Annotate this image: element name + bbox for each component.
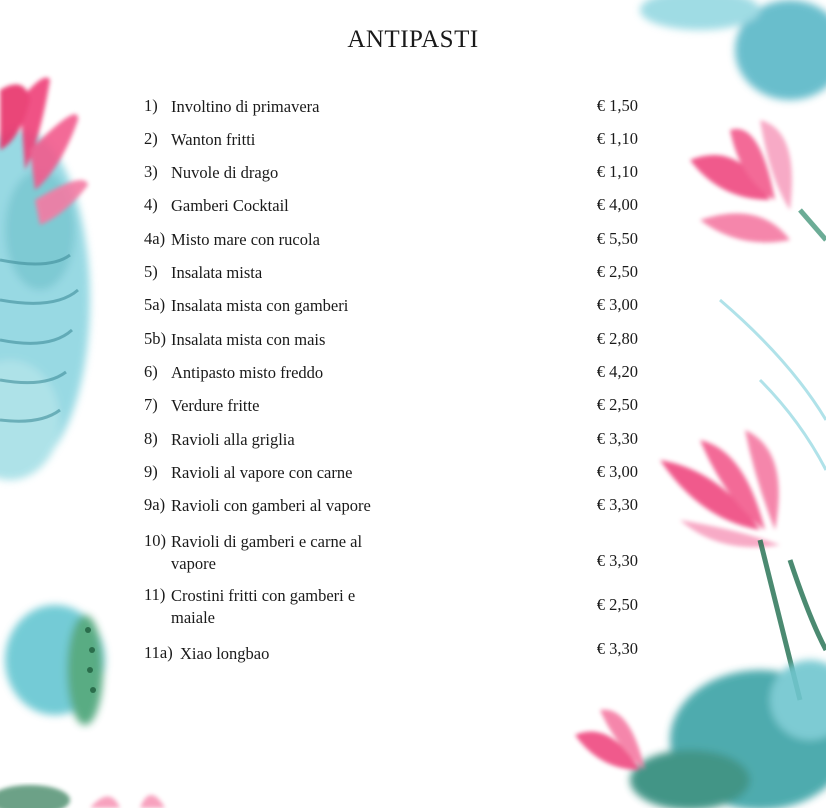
item-number: 3) bbox=[144, 162, 158, 181]
item-price: € 1,10 bbox=[596, 162, 638, 181]
item-number: 4) bbox=[144, 195, 158, 214]
item-price: € 4,20 bbox=[596, 362, 638, 381]
item-name: Verdure fritte bbox=[171, 396, 260, 415]
item-number: 7) bbox=[144, 395, 158, 414]
item-name: Insalata mista con mais bbox=[171, 330, 326, 349]
item-price: € 3,30 bbox=[596, 495, 638, 514]
item-number: 10) bbox=[144, 531, 166, 550]
item-price: € 2,50 bbox=[596, 262, 638, 281]
list-item bbox=[144, 229, 644, 257]
item-name: Ravioli di gamberi e carne al vapore bbox=[171, 532, 363, 573]
item-number: 5a) bbox=[144, 295, 166, 314]
item-number: 4a) bbox=[144, 229, 166, 248]
item-number: 5b) bbox=[144, 329, 166, 348]
item-price: € 3,00 bbox=[596, 295, 638, 314]
item-price: € 3,00 bbox=[596, 462, 638, 481]
item-number: 11a) bbox=[144, 643, 173, 662]
item-name: Xiao longbao bbox=[180, 644, 270, 663]
item-price: € 1,50 bbox=[596, 96, 638, 115]
list-item bbox=[144, 429, 644, 457]
item-price: € 2,50 bbox=[596, 395, 638, 414]
item-name: Misto mare con rucola bbox=[171, 230, 320, 249]
list-item bbox=[144, 295, 644, 323]
item-price: € 3,30 bbox=[596, 639, 638, 658]
item-name: Ravioli al vapore con carne bbox=[171, 463, 353, 482]
item-name: Antipasto misto freddo bbox=[171, 363, 324, 382]
item-price: € 2,80 bbox=[596, 329, 638, 348]
item-price: € 3,30 bbox=[596, 429, 638, 448]
list-item bbox=[144, 395, 644, 423]
item-number: 9) bbox=[144, 462, 158, 481]
item-price: € 4,00 bbox=[596, 195, 638, 214]
list-item bbox=[144, 195, 644, 223]
item-name: Nuvole di drago bbox=[171, 163, 279, 182]
item-number: 9a) bbox=[144, 495, 166, 514]
item-name: Wanton fritti bbox=[171, 130, 256, 149]
item-name: Gamberi Cocktail bbox=[171, 196, 289, 215]
item-number: 5) bbox=[144, 262, 158, 281]
item-number: 11) bbox=[144, 585, 166, 604]
list-item bbox=[144, 531, 644, 579]
list-item bbox=[144, 462, 644, 490]
item-price: € 5,50 bbox=[596, 229, 638, 248]
item-price: € 1,10 bbox=[596, 129, 638, 148]
list-item bbox=[144, 639, 644, 671]
list-item bbox=[144, 329, 644, 357]
item-name: Insalata mista con gamberi bbox=[171, 296, 349, 315]
item-price: € 2,50 bbox=[596, 595, 638, 614]
item-name: Insalata mista bbox=[171, 263, 263, 282]
page-title: ANTIPASTI bbox=[347, 26, 479, 53]
list-item bbox=[144, 585, 644, 633]
item-number: 2) bbox=[144, 129, 158, 148]
list-item bbox=[144, 162, 644, 190]
item-price: € 3,30 bbox=[596, 551, 638, 570]
list-item bbox=[144, 362, 644, 390]
list-item bbox=[144, 495, 644, 523]
item-name: Ravioli alla griglia bbox=[171, 430, 295, 449]
item-number: 8) bbox=[144, 429, 158, 448]
item-number: 1) bbox=[144, 96, 158, 115]
item-number: 6) bbox=[144, 362, 158, 381]
list-item bbox=[144, 96, 644, 124]
list-item bbox=[144, 129, 644, 157]
list-item bbox=[144, 262, 644, 290]
item-name: Ravioli con gamberi al vapore bbox=[171, 496, 371, 515]
item-name: Crostini fritti con gamberi e maiale bbox=[171, 586, 356, 627]
item-name: Involtino di primavera bbox=[171, 97, 320, 116]
